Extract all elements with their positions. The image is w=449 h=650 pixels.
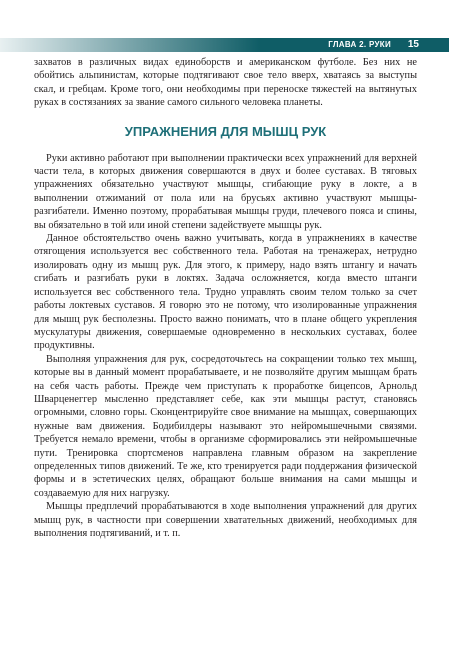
paragraph-1: Руки активно работают при выполнении практически всех упражнений для верхней части тела, в которых движения совершаются в двух и более суставах. В тяговых упражнениях обязательно участвуют мышцы, сгибающие руку в локте, а в выполнении отжиманий от пола или на брусьях активно участвуют мышцы-разгибатели. Именно поэтому, прорабатывая мышцы груди, плечевого пояса и спины, вы обязательно в той или иной степени задействуете мышцы рук.: [34, 152, 417, 231]
page-body: [34, 56, 417, 540]
paragraph-2: Данное обстоятельство очень важно учитывать, когда в упражнениях в качестве отягощения используется вес собственного тела. Работая на тренажерах, нетрудно изолировать одну из мышц рук. Для этого, к примеру, надо взять штангу и начать сгибать и разгибать руки в локтях. Задача осложняется, когда вместо штанги используется вес собственного тела. Трудно управлять своим телом только за счет работы локтевых суставов. Я говорю это не потому, что изолированные упражнения для мышц рук бесполезны. Просто важно понимать, что в плане общего укрепления мускулатуры движения, совершаемые одновременно в нескольких суставах, более продуктивны.: [34, 233, 417, 352]
paragraph-intro: захватов в различных видах единоборств и американском футболе. Без них не обойтись альпинистам, которые подтягивают свое тело вверх, хватаясь за выступы скал, и гребцам. Кроме того, они необходимы при переноске тяжестей на вытянутых руках в состязаниях за звание самого сильного человека планеты.: [34, 57, 417, 109]
header-gradient: [0, 38, 260, 52]
page-number: 15: [407, 39, 419, 50]
running-header: [0, 38, 449, 52]
chapter-title: ГЛАВА 2. РУКИ: [328, 40, 391, 49]
paragraph-4: Мышцы предплечий прорабатываются в ходе выполнения упражнений для других мышц рук, в частности при совершении хватательных движений, необходимых для выполнения подтягиваний, и т. п.: [34, 501, 417, 539]
section-heading: УПРАЖНЕНИЯ ДЛЯ МЫШЦ РУК: [124, 123, 327, 139]
paragraph-3: Выполняя упражнения для рук, сосредоточьтесь на сокращении только тех мышц, которые вы в данный момент прорабатываете, и не позволяйте другим мышцам брать на себя часть работы. Прежде чем приступать к проработке бицепсов, Арнольд Шварценеггер мысленно представляет себе, как эти мышцы растут, становясь огромными, словно горы. Сконцентрируйте свое внимание на мышцах, совершающих нужные вам движения. Бодибилдеры называют это нейромышечными связями. Требуется немало времени, чтобы в организме сформировались эти нейромышечные пути. Тренировка спортсменов направлена главным образом на закрепление определенных типов движений. Те же, кто тренируется ради поддержания физической формы и в эстетических целях, обращают больше внимания на сами мышцы и создаваемую для них нагрузку.: [34, 353, 417, 499]
